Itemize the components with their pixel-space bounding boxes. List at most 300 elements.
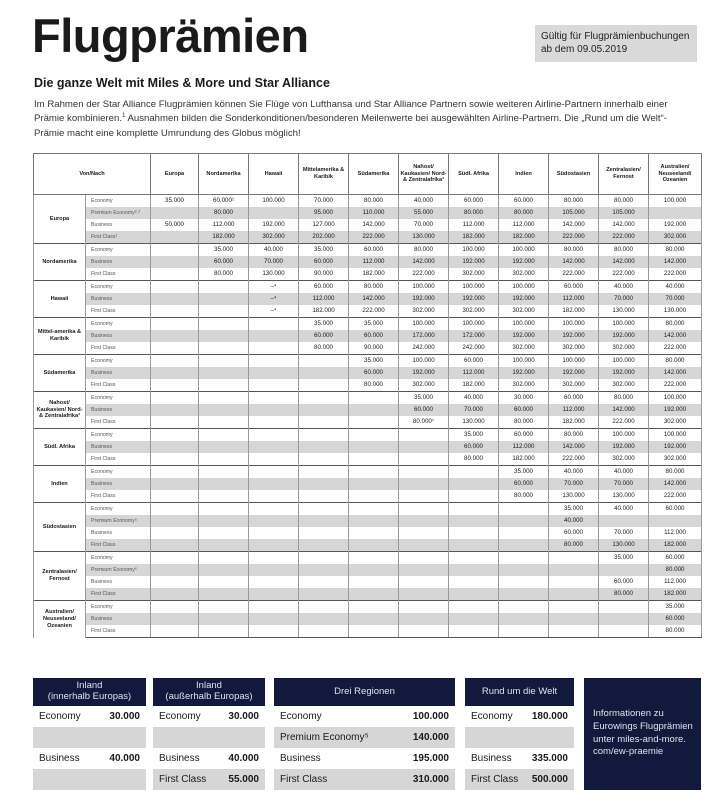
miles-cell: 222.000 (599, 231, 649, 244)
miles-cell (499, 625, 549, 638)
miles-cell (151, 601, 199, 614)
miles-cell (399, 588, 449, 601)
miles-cell: 302.000 (599, 453, 649, 466)
miles-cell (151, 539, 199, 552)
miles-cell (151, 466, 199, 479)
miles-cell: 112.000 (499, 219, 549, 231)
table-row (34, 429, 702, 442)
miles-cell (151, 613, 199, 625)
miles-cell (299, 392, 349, 405)
table-row (34, 515, 702, 527)
miles-cell (199, 552, 249, 565)
miles-cell: 100.000 (249, 195, 299, 208)
table-row (34, 379, 702, 392)
miles-cell (151, 490, 199, 503)
miles-cell: 142.000 (599, 219, 649, 231)
miles-cell (249, 478, 299, 490)
miles-cell (399, 576, 449, 588)
miles-cell (299, 441, 349, 453)
class-label: Economy (159, 711, 201, 722)
miles-cell (349, 466, 399, 479)
miles-cell: 70.000 (299, 195, 349, 208)
table-row (34, 195, 702, 208)
miles-cell: 100.000 (399, 318, 449, 331)
miles-cell (151, 342, 199, 355)
class-label: Economy (86, 244, 151, 257)
miles-cell: 60.000 (549, 392, 599, 405)
class-label: Business (86, 404, 151, 416)
miles-value: 180.000 (531, 711, 568, 722)
table-row (34, 478, 702, 490)
miles-cell (299, 429, 349, 442)
class-label: Business (86, 256, 151, 268)
miles-cell: 100.000 (449, 281, 499, 294)
miles-cell: 100.000 (399, 355, 449, 368)
miles-cell: 242.000 (399, 342, 449, 355)
miles-cell (349, 588, 399, 601)
miles-cell (599, 625, 649, 638)
miles-cell: 105.000 (549, 207, 599, 219)
miles-cell (449, 466, 499, 479)
miles-cell (151, 515, 199, 527)
class-label: Business (86, 293, 151, 305)
origin-label: Mittel-amerika & Karibik (34, 318, 86, 355)
column-header: Nahost/ Kaukasien/ Nord- & Zentralafrika³ (399, 154, 449, 195)
miles-cell (499, 613, 549, 625)
miles-cell (499, 601, 549, 614)
miles-cell: 80.000 (299, 342, 349, 355)
miles-cell (599, 601, 649, 614)
column-header: Australien/ Neuseeland/ Ozeanien (649, 154, 702, 195)
miles-cell: 142.000 (649, 367, 702, 379)
miles-cell: 112.000 (449, 219, 499, 231)
miles-value: 40.000 (109, 753, 140, 764)
miles-cell: 142.000 (549, 256, 599, 268)
miles-cell (549, 588, 599, 601)
miles-cell (649, 207, 702, 219)
miles-cell: 182.000 (549, 305, 599, 318)
miles-cell: 172.000 (399, 330, 449, 342)
miles-cell: 100.000 (649, 429, 702, 442)
miles-cell: 192.000 (599, 367, 649, 379)
miles-cell: 40.000 (599, 466, 649, 479)
class-label: Economy (86, 195, 151, 208)
miles-cell: 142.000 (599, 404, 649, 416)
box-row (33, 727, 146, 748)
box-title: Rund um die Welt (481, 685, 558, 697)
miles-cell (199, 293, 249, 305)
miles-cell: 112.000 (299, 293, 349, 305)
class-label: First Class (86, 379, 151, 392)
miles-cell (349, 613, 399, 625)
miles-cell (151, 268, 199, 281)
miles-cell (249, 392, 299, 405)
page-title: Flugprämien (32, 9, 309, 62)
origin-label: Südamerika (34, 355, 86, 392)
miles-cell (249, 441, 299, 453)
class-label: First Class (280, 774, 328, 785)
miles-cell (199, 490, 249, 503)
miles-cell (499, 527, 549, 539)
box-title: Inland (76, 680, 103, 692)
miles-cell: 60.000 (599, 576, 649, 588)
miles-cell (399, 527, 449, 539)
class-label: Economy (86, 281, 151, 294)
class-label: Premium Economy⁶ (86, 564, 151, 576)
miles-cell (449, 552, 499, 565)
table-row (34, 564, 702, 576)
miles-cell: 80.000 (349, 281, 399, 294)
miles-value: 310.000 (412, 774, 449, 785)
class-label: First Class (86, 625, 151, 638)
box-row (465, 706, 574, 727)
miles-cell: 222.000 (649, 490, 702, 503)
origin-label: Indien (34, 466, 86, 503)
miles-cell: 302.000 (499, 342, 549, 355)
box-header (465, 678, 574, 706)
table-row (34, 392, 702, 405)
miles-value: 500.000 (531, 774, 568, 785)
table-row (34, 527, 702, 539)
miles-cell (249, 527, 299, 539)
miles-cell: 130.000 (599, 539, 649, 552)
miles-cell: 70.000 (449, 404, 499, 416)
class-label: Business (280, 753, 321, 764)
table-row (34, 441, 702, 453)
miles-cell: 35.000 (299, 244, 349, 257)
miles-cell (151, 576, 199, 588)
miles-cell: 192.000 (549, 367, 599, 379)
miles-cell (199, 625, 249, 638)
miles-cell: 100.000 (649, 195, 702, 208)
miles-cell: 60.000 (499, 478, 549, 490)
miles-cell (249, 515, 299, 527)
miles-cell: 222.000 (399, 268, 449, 281)
miles-cell (249, 207, 299, 219)
miles-cell (249, 613, 299, 625)
miles-cell (399, 564, 449, 576)
miles-cell: 182.000 (649, 588, 702, 601)
miles-cell (349, 429, 399, 442)
class-label: Economy (39, 711, 81, 722)
miles-cell (151, 404, 199, 416)
class-label: Premium Economy²˒³ (86, 207, 151, 219)
miles-cell (299, 367, 349, 379)
miles-cell: 182.000 (299, 305, 349, 318)
origin-label: Nahost/ Kaukasien/ Nord- & Zentralafrika³ (34, 392, 86, 429)
miles-cell: 80.000 (349, 195, 399, 208)
miles-cell (199, 539, 249, 552)
miles-cell (299, 355, 349, 368)
miles-cell: 80.000⁷ (399, 416, 449, 429)
miles-cell: 112.000 (199, 219, 249, 231)
table-body (34, 195, 702, 638)
miles-cell: 222.000 (549, 453, 599, 466)
table-row (34, 539, 702, 552)
table-row (34, 588, 702, 601)
miles-cell: 112.000 (349, 256, 399, 268)
miles-cell (151, 625, 199, 638)
miles-cell: 192.000 (399, 293, 449, 305)
miles-cell: 100.000 (499, 318, 549, 331)
miles-cell: 182.000 (199, 231, 249, 244)
miles-cell (151, 429, 199, 442)
miles-cell (549, 601, 599, 614)
intro-footnote: 1 (121, 113, 126, 120)
miles-cell (349, 625, 399, 638)
miles-cell (449, 539, 499, 552)
miles-cell (249, 503, 299, 516)
miles-cell: 80.000 (599, 588, 649, 601)
class-label: First Class (86, 490, 151, 503)
class-label: Business (86, 527, 151, 539)
miles-cell: 222.000 (349, 231, 399, 244)
miles-cell (599, 564, 649, 576)
miles-cell (499, 564, 549, 576)
miles-cell: 142.000 (649, 330, 702, 342)
miles-cell: 80.000 (649, 355, 702, 368)
miles-cell: 40.000 (249, 244, 299, 257)
miles-cell: 100.000 (599, 355, 649, 368)
miles-cell: 80.000 (549, 539, 599, 552)
miles-value: 30.000 (109, 711, 140, 722)
class-label: First Class¹ (86, 231, 151, 244)
miles-cell: 100.000 (449, 318, 499, 331)
miles-cell (349, 564, 399, 576)
miles-cell: 182.000 (499, 453, 549, 466)
table-row (34, 342, 702, 355)
miles-cell (349, 503, 399, 516)
miles-cell: 60.000 (199, 256, 249, 268)
box-row (274, 748, 455, 769)
class-label: Business (86, 478, 151, 490)
miles-cell: 90.000 (299, 268, 349, 281)
miles-cell (549, 576, 599, 588)
miles-cell (199, 613, 249, 625)
box-row (274, 769, 455, 790)
miles-cell (151, 367, 199, 379)
miles-cell (249, 342, 299, 355)
miles-cell (151, 588, 199, 601)
origin-label: Südl. Afrika (34, 429, 86, 466)
miles-cell (349, 527, 399, 539)
class-label: Economy (86, 552, 151, 565)
miles-cell: 60.000 (549, 281, 599, 294)
miles-cell: 182.000 (349, 268, 399, 281)
intro-part-2: Ausnahmen bilden die Sonderkonditionen/besonderen Meilenwerte bei ausgewählten Airline-Partnern. Die „Rund um die Welt“-Prämie macht eine komplette Umrundung des Globus möglich! (34, 113, 667, 139)
miles-value: 100.000 (412, 711, 449, 722)
miles-cell: 80.000 (649, 466, 702, 479)
class-label: Business (86, 576, 151, 588)
miles-cell (249, 379, 299, 392)
miles-cell: 302.000 (449, 268, 499, 281)
miles-cell: 40.000 (549, 515, 599, 527)
class-label: Business (86, 219, 151, 231)
miles-cell (399, 503, 449, 516)
miles-cell (549, 613, 599, 625)
table-row (34, 367, 702, 379)
miles-cell: 302.000 (549, 342, 599, 355)
miles-cell (349, 576, 399, 588)
miles-cell (199, 601, 249, 614)
miles-cell: 202.000 (299, 231, 349, 244)
miles-cell: 80.000 (199, 268, 249, 281)
subtitle: Die ganze Welt mit Miles & More und Star Alliance (34, 76, 330, 90)
miles-cell (449, 576, 499, 588)
miles-cell (151, 416, 199, 429)
miles-cell: 302.000 (449, 305, 499, 318)
miles-cell (199, 588, 249, 601)
miles-cell: 35.000 (549, 503, 599, 516)
miles-cell: 192.000 (399, 367, 449, 379)
class-label: First Class (86, 453, 151, 466)
miles-cell (151, 355, 199, 368)
miles-cell: 192.000 (649, 441, 702, 453)
miles-cell (449, 625, 499, 638)
miles-cell: 130.000 (249, 268, 299, 281)
miles-cell: 70.000 (649, 293, 702, 305)
miles-cell: 35.000 (151, 195, 199, 208)
miles-cell (249, 318, 299, 331)
miles-cell: 222.000 (649, 268, 702, 281)
miles-cell: 70.000 (249, 256, 299, 268)
table-row (34, 268, 702, 281)
miles-cell: 40.000 (649, 281, 702, 294)
miles-value: 40.000 (228, 753, 259, 764)
class-label: First Class (86, 416, 151, 429)
miles-cell (399, 490, 449, 503)
miles-cell: 100.000 (499, 244, 549, 257)
miles-cell: 80.000 (399, 244, 449, 257)
miles-cell: 192.000 (499, 256, 549, 268)
miles-cell: 182.000 (549, 416, 599, 429)
table-row (34, 503, 702, 516)
miles-cell (151, 256, 199, 268)
miles-cell: 182.000 (649, 539, 702, 552)
class-label: Business (86, 441, 151, 453)
miles-cell (249, 576, 299, 588)
miles-cell (299, 453, 349, 466)
miles-cell (199, 453, 249, 466)
miles-cell: 302.000 (399, 379, 449, 392)
miles-cell (449, 503, 499, 516)
miles-cell (449, 613, 499, 625)
miles-cell (399, 613, 449, 625)
column-header: Nordamerika (199, 154, 249, 195)
class-label: Premium Economy⁵ (86, 515, 151, 527)
origin-label: Nordamerika (34, 244, 86, 281)
miles-cell (349, 416, 399, 429)
miles-cell: 80.000 (349, 379, 399, 392)
class-label: Premium Economy⁵ (280, 732, 369, 743)
miles-cell (151, 305, 199, 318)
miles-cell (249, 355, 299, 368)
miles-cell: 70.000 (599, 293, 649, 305)
miles-cell (399, 539, 449, 552)
miles-cell: 60.000 (399, 404, 449, 416)
miles-cell: 60.000 (649, 503, 702, 516)
miles-cell: 192.000 (649, 404, 702, 416)
miles-cell (299, 539, 349, 552)
miles-cell (349, 404, 399, 416)
miles-cell: 105.000 (599, 207, 649, 219)
miles-cell: 222.000 (549, 231, 599, 244)
miles-cell: 60.000 (349, 367, 399, 379)
miles-cell: 192.000 (449, 293, 499, 305)
miles-cell (249, 367, 299, 379)
miles-cell (199, 318, 249, 331)
miles-cell: 35.000 (449, 429, 499, 442)
miles-cell: 130.000 (649, 305, 702, 318)
miles-cell (349, 478, 399, 490)
miles-cell: 80.000 (549, 244, 599, 257)
miles-cell: –⁴ (249, 305, 299, 318)
validity-note: Gültig für Flugprämienbuchungen ab dem 09.05.2019 (535, 25, 697, 62)
table-row (34, 355, 702, 368)
miles-cell: 60.000¹ (199, 195, 249, 208)
miles-cell (249, 404, 299, 416)
miles-cell: 80.000 (199, 207, 249, 219)
miles-cell: 182.000 (499, 231, 549, 244)
miles-cell (449, 478, 499, 490)
miles-cell: 172.000 (449, 330, 499, 342)
box-title: Inland (196, 680, 222, 692)
miles-cell: 80.000 (549, 429, 599, 442)
table-row (34, 416, 702, 429)
miles-cell (249, 466, 299, 479)
miles-cell: 60.000 (299, 281, 349, 294)
table-header-row (34, 154, 702, 195)
miles-cell (299, 576, 349, 588)
class-label: Economy (280, 711, 322, 722)
miles-cell (151, 453, 199, 466)
miles-cell (499, 503, 549, 516)
table-row (34, 613, 702, 625)
miles-cell: 112.000 (649, 527, 702, 539)
column-header: Südl. Afrika (449, 154, 499, 195)
miles-cell (151, 244, 199, 257)
box-row (465, 769, 574, 790)
miles-cell (549, 552, 599, 565)
miles-cell: 130.000 (599, 490, 649, 503)
miles-cell: 80.000 (499, 416, 549, 429)
miles-cell: 70.000 (549, 478, 599, 490)
miles-cell: 192.000 (499, 330, 549, 342)
table-row (34, 404, 702, 416)
table-row (34, 330, 702, 342)
miles-cell: 35.000 (599, 552, 649, 565)
class-label: Economy (86, 392, 151, 405)
miles-cell: 100.000 (549, 355, 599, 368)
miles-cell: –⁴ (249, 293, 299, 305)
table-row (34, 207, 702, 219)
miles-cell (199, 564, 249, 576)
miles-cell: 130.000 (599, 305, 649, 318)
miles-cell (199, 527, 249, 539)
box-row (465, 727, 574, 748)
box-header (153, 678, 265, 706)
origin-label: Hawaii (34, 281, 86, 318)
table-row (34, 466, 702, 479)
class-label: Economy (86, 318, 151, 331)
column-header: Von/Nach (34, 154, 151, 195)
miles-cell (499, 515, 549, 527)
miles-cell (151, 478, 199, 490)
origin-label: Europa (34, 195, 86, 244)
miles-cell: 60.000 (299, 330, 349, 342)
miles-cell: 40.000 (599, 503, 649, 516)
miles-cell: 100.000 (499, 355, 549, 368)
